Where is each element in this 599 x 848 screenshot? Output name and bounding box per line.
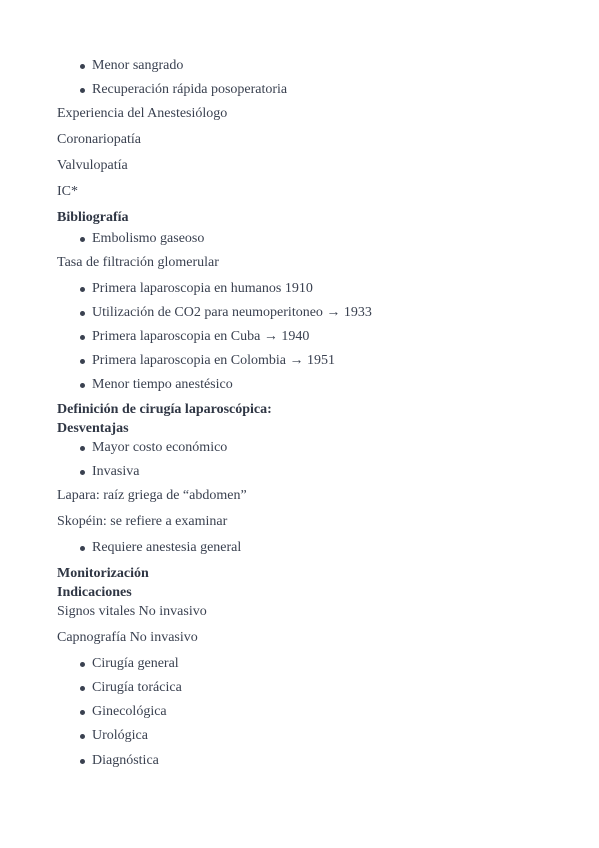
bullet-item: Cirugía torácica xyxy=(92,680,182,695)
section-heading: Monitorización xyxy=(57,566,149,581)
bullet-item: Mayor costo económico xyxy=(92,440,228,455)
section-heading: Bibliografía xyxy=(57,210,129,225)
paragraph: Capnografía No invasivo xyxy=(57,630,198,645)
paragraph: Coronariopatía xyxy=(57,132,141,147)
bullet-item: Requiere anestesia general xyxy=(92,540,242,555)
bullet-item: Invasiva xyxy=(92,464,140,479)
bullet-item: Menor tiempo anestésico xyxy=(92,377,233,392)
section-heading: Definición de cirugía laparoscópica: xyxy=(57,402,272,417)
bullet-item: Primera laparoscopia en Colombia → 1951 xyxy=(92,353,335,368)
bullet-item: Embolismo gaseoso xyxy=(92,231,205,246)
bullet-item: Utilización de CO2 para neumoperitoneo → 1933 xyxy=(92,305,372,320)
bullet-item: Primera laparoscopia en humanos 1910 xyxy=(92,281,313,296)
paragraph: IC* xyxy=(57,184,78,199)
bullet-item: Menor sangrado xyxy=(92,58,184,73)
section-heading: Indicaciones xyxy=(57,585,132,600)
bullet-item: Cirugía general xyxy=(92,656,179,671)
paragraph: Experiencia del Anestesiólogo xyxy=(57,106,228,121)
bullet-item: Ginecológica xyxy=(92,704,167,719)
bullet-item: Diagnóstica xyxy=(92,753,159,768)
bullet-item: Urológica xyxy=(92,728,148,743)
bullet-item: Recuperación rápida posoperatoria xyxy=(92,82,288,97)
paragraph: Signos vitales No invasivo xyxy=(57,604,207,619)
paragraph: Skopéin: se refiere a examinar xyxy=(57,514,228,529)
section-heading: Desventajas xyxy=(57,421,129,436)
bullet-item: Primera laparoscopia en Cuba → 1940 xyxy=(92,329,310,344)
paragraph: Tasa de filtración glomerular xyxy=(57,255,219,270)
paragraph: Valvulopatía xyxy=(57,158,128,173)
paragraph: Lapara: raíz griega de “abdomen” xyxy=(57,488,247,503)
